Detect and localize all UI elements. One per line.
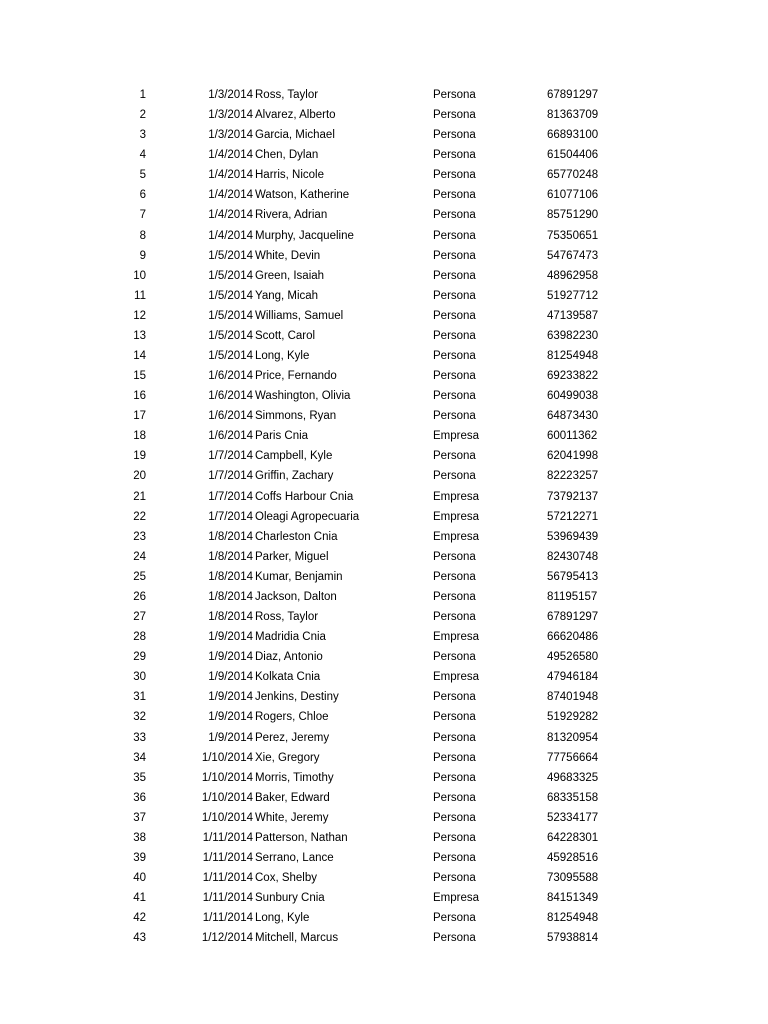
- id-cell: 68335158: [547, 791, 599, 804]
- table-row: [0, 808, 768, 828]
- name-cell: Kolkata Cnia: [255, 671, 321, 684]
- type-cell: Persona: [433, 229, 476, 242]
- type-cell: Persona: [433, 932, 476, 945]
- row-number-cell: 4: [139, 149, 146, 162]
- row-number-cell: 27: [133, 611, 146, 624]
- name-cell: Xie, Gregory: [255, 751, 320, 764]
- table-row: [0, 707, 768, 727]
- id-cell: 81195157: [547, 590, 598, 603]
- date-cell: 1/8/2014: [208, 550, 253, 563]
- id-cell: 82430748: [547, 550, 599, 563]
- name-cell: Sunbury Cnia: [255, 892, 325, 905]
- id-cell: 77756664: [547, 751, 599, 764]
- id-cell: 57212271: [547, 510, 599, 523]
- name-cell: Long, Kyle: [255, 350, 310, 363]
- type-cell: Persona: [433, 550, 476, 563]
- name-cell: Simmons, Ryan: [255, 410, 337, 423]
- table-row: [0, 928, 768, 948]
- row-number-cell: 34: [133, 751, 146, 764]
- date-cell: 1/6/2014: [208, 370, 253, 383]
- id-cell: 82223257: [547, 470, 599, 483]
- id-cell: 69233822: [547, 370, 599, 383]
- date-cell: 1/8/2014: [208, 530, 253, 543]
- date-cell: 1/5/2014: [208, 350, 253, 363]
- date-cell: 1/6/2014: [208, 430, 253, 443]
- row-number-cell: 2: [139, 109, 146, 122]
- name-cell: Serrano, Lance: [255, 851, 334, 864]
- row-number-cell: 7: [139, 209, 146, 222]
- name-cell: White, Jeremy: [255, 811, 329, 824]
- name-cell: Cox, Shelby: [255, 872, 318, 885]
- row-number-cell: 43: [133, 932, 146, 945]
- id-cell: 60499038: [547, 390, 599, 403]
- name-cell: Rivera, Adrian: [255, 209, 328, 222]
- id-cell: 63982230: [547, 329, 599, 342]
- type-cell: Empresa: [433, 490, 480, 503]
- name-cell: Green, Isaiah: [255, 269, 325, 282]
- date-cell: 1/11/2014: [202, 892, 253, 905]
- id-cell: 67891297: [547, 611, 599, 624]
- type-cell: Persona: [433, 651, 476, 664]
- row-number-cell: 29: [133, 651, 146, 664]
- name-cell: Alvarez, Alberto: [255, 109, 336, 122]
- type-cell: Empresa: [433, 631, 480, 644]
- type-cell: Persona: [433, 791, 476, 804]
- id-cell: 57938814: [547, 932, 599, 945]
- row-number-cell: 30: [133, 671, 146, 684]
- row-number-cell: 25: [133, 570, 146, 583]
- date-cell: 1/7/2014: [208, 510, 253, 523]
- table-row: [0, 165, 768, 185]
- id-cell: 81363709: [547, 109, 599, 122]
- table-row: [0, 547, 768, 567]
- id-cell: 45928516: [547, 851, 599, 864]
- name-cell: Patterson, Nathan: [255, 831, 348, 844]
- type-cell: Persona: [433, 570, 476, 583]
- row-number-cell: 41: [133, 892, 146, 905]
- type-cell: Persona: [433, 269, 476, 282]
- type-cell: Persona: [433, 189, 476, 202]
- date-cell: 1/4/2014: [208, 149, 253, 162]
- type-cell: Persona: [433, 149, 476, 162]
- id-cell: 51927712: [547, 289, 599, 302]
- table-row: [0, 788, 768, 808]
- type-cell: Persona: [433, 350, 476, 363]
- name-cell: Morris, Timothy: [255, 771, 334, 784]
- id-cell: 48962958: [547, 269, 599, 282]
- date-cell: 1/4/2014: [208, 229, 253, 242]
- date-cell: 1/4/2014: [208, 169, 253, 182]
- table-row: [0, 386, 768, 406]
- name-cell: Jackson, Dalton: [255, 590, 337, 603]
- id-cell: 84151349: [547, 892, 599, 905]
- type-cell: Empresa: [433, 892, 480, 905]
- id-cell: 75350651: [547, 229, 599, 242]
- table-row: [0, 105, 768, 125]
- data-table: [0, 85, 768, 948]
- id-cell: 53969439: [547, 530, 599, 543]
- table-row: [0, 868, 768, 888]
- table-row: [0, 748, 768, 768]
- table-row: [0, 567, 768, 587]
- table-row: [0, 246, 768, 266]
- type-cell: Persona: [433, 851, 476, 864]
- type-cell: Persona: [433, 390, 476, 403]
- type-cell: Persona: [433, 811, 476, 824]
- id-cell: 64873430: [547, 410, 599, 423]
- table-row: [0, 908, 768, 928]
- name-cell: White, Devin: [255, 249, 321, 262]
- name-cell: Chen, Dylan: [255, 149, 319, 162]
- date-cell: 1/5/2014: [208, 309, 253, 322]
- table-row: [0, 145, 768, 165]
- name-cell: Price, Fernando: [255, 370, 337, 383]
- name-cell: Griffin, Zachary: [255, 470, 334, 483]
- name-cell: Long, Kyle: [255, 912, 310, 925]
- table-row: [0, 466, 768, 486]
- table-row: [0, 607, 768, 627]
- name-cell: Yang, Micah: [255, 289, 319, 302]
- type-cell: Persona: [433, 450, 476, 463]
- name-cell: Oleagi Agropecuaria: [255, 510, 360, 523]
- name-cell: Garcia, Michael: [255, 129, 335, 142]
- name-cell: Williams, Samuel: [255, 309, 344, 322]
- row-number-cell: 31: [133, 691, 146, 704]
- row-number-cell: 28: [133, 631, 146, 644]
- row-number-cell: 21: [133, 490, 146, 503]
- date-cell: 1/6/2014: [208, 390, 253, 403]
- row-number-cell: 1: [139, 89, 146, 101]
- name-cell: Baker, Edward: [255, 791, 330, 804]
- row-number-cell: 37: [133, 811, 146, 824]
- date-cell: 1/8/2014: [208, 590, 253, 603]
- date-cell: 1/3/2014: [208, 109, 253, 122]
- id-cell: 60011362: [547, 430, 598, 443]
- table-row: [0, 205, 768, 225]
- name-cell: Jenkins, Destiny: [255, 691, 339, 704]
- date-cell: 1/6/2014: [208, 410, 253, 423]
- table-row: [0, 627, 768, 647]
- id-cell: 81254948: [547, 350, 599, 363]
- type-cell: Persona: [433, 410, 476, 423]
- type-cell: Empresa: [433, 510, 480, 523]
- id-cell: 62041998: [547, 450, 599, 463]
- type-cell: Persona: [433, 309, 476, 322]
- type-cell: Persona: [433, 751, 476, 764]
- id-cell: 66620486: [547, 631, 599, 644]
- row-number-cell: 38: [133, 831, 146, 844]
- date-cell: 1/11/2014: [202, 851, 253, 864]
- id-cell: 64228301: [547, 831, 599, 844]
- date-cell: 1/5/2014: [208, 329, 253, 342]
- table-row: [0, 266, 768, 286]
- row-number-cell: 19: [133, 450, 146, 463]
- row-number-cell: 40: [133, 872, 146, 885]
- row-number-cell: 15: [133, 370, 146, 383]
- type-cell: Empresa: [433, 530, 480, 543]
- date-cell: 1/10/2014: [201, 771, 253, 784]
- row-number-cell: 18: [133, 430, 146, 443]
- name-cell: Watson, Katherine: [255, 189, 350, 202]
- row-number-cell: 22: [133, 510, 146, 523]
- name-cell: Washington, Olivia: [255, 390, 351, 403]
- id-cell: 56795413: [547, 570, 599, 583]
- row-number-cell: 12: [133, 309, 146, 322]
- id-cell: 61077106: [547, 189, 599, 202]
- table-row: [0, 828, 768, 848]
- row-number-cell: 9: [139, 249, 146, 262]
- date-cell: 1/7/2014: [208, 490, 253, 503]
- id-cell: 47139587: [547, 309, 599, 322]
- id-cell: 67891297: [547, 89, 599, 101]
- id-cell: 49683325: [547, 771, 599, 784]
- table-row: [0, 667, 768, 687]
- name-cell: Harris, Nicole: [255, 169, 325, 182]
- row-number-cell: 10: [133, 269, 146, 282]
- type-cell: Persona: [433, 691, 476, 704]
- date-cell: 1/11/2014: [202, 912, 253, 925]
- table-row: [0, 888, 768, 908]
- type-cell: Persona: [433, 831, 476, 844]
- name-cell: Madridia Cnia: [255, 631, 326, 644]
- table-row: [0, 125, 768, 145]
- type-cell: Persona: [433, 711, 476, 724]
- table-row: [0, 426, 768, 446]
- date-cell: 1/9/2014: [208, 731, 253, 744]
- date-cell: 1/8/2014: [208, 611, 253, 624]
- id-cell: 73095588: [547, 872, 599, 885]
- table-row: [0, 768, 768, 788]
- row-number-cell: 16: [133, 390, 146, 403]
- type-cell: Persona: [433, 872, 476, 885]
- date-cell: 1/4/2014: [208, 189, 253, 202]
- date-cell: 1/5/2014: [208, 249, 253, 262]
- row-number-cell: 35: [133, 771, 146, 784]
- name-cell: Campbell, Kyle: [255, 450, 333, 463]
- table-row: [0, 406, 768, 426]
- table-row: [0, 226, 768, 246]
- date-cell: 1/9/2014: [208, 691, 253, 704]
- table-row: [0, 185, 768, 205]
- name-cell: Paris Cnia: [255, 430, 309, 443]
- id-cell: 87401948: [547, 691, 599, 704]
- type-cell: Persona: [433, 129, 476, 142]
- id-cell: 61504406: [547, 149, 599, 162]
- id-cell: 81254948: [547, 912, 599, 925]
- id-cell: 47946184: [547, 671, 599, 684]
- row-number-cell: 8: [139, 229, 146, 242]
- table-row: [0, 446, 768, 466]
- table-row: [0, 527, 768, 547]
- date-cell: 1/10/2014: [201, 811, 253, 824]
- row-number-cell: 36: [133, 791, 146, 804]
- type-cell: Persona: [433, 912, 476, 925]
- table-row: [0, 848, 768, 868]
- type-cell: Persona: [433, 611, 476, 624]
- row-number-cell: 32: [133, 711, 146, 724]
- date-cell: 1/9/2014: [208, 711, 253, 724]
- type-cell: Persona: [433, 329, 476, 342]
- table-row: [0, 487, 768, 507]
- name-cell: Kumar, Benjamin: [255, 570, 343, 583]
- date-cell: 1/9/2014: [208, 651, 253, 664]
- type-cell: Persona: [433, 470, 476, 483]
- row-number-cell: 6: [139, 189, 146, 202]
- row-number-cell: 17: [133, 410, 146, 423]
- id-cell: 54767473: [547, 249, 599, 262]
- name-cell: Parker, Miguel: [255, 550, 329, 563]
- row-number-cell: 20: [133, 470, 146, 483]
- table-row: [0, 346, 768, 366]
- row-number-cell: 5: [139, 169, 146, 182]
- type-cell: Persona: [433, 169, 476, 182]
- type-cell: Persona: [433, 109, 476, 122]
- table-row: [0, 306, 768, 326]
- row-number-cell: 14: [133, 350, 146, 363]
- name-cell: Coffs Harbour Cnia: [255, 490, 354, 503]
- table-row: [0, 587, 768, 607]
- id-cell: 49526580: [547, 651, 599, 664]
- id-cell: 81320954: [547, 731, 599, 744]
- name-cell: Diaz, Antonio: [255, 651, 323, 664]
- row-number-cell: 3: [139, 129, 146, 142]
- id-cell: 51929282: [547, 711, 599, 724]
- name-cell: Ross, Taylor: [255, 611, 319, 624]
- type-cell: Persona: [433, 590, 476, 603]
- table-row: [0, 366, 768, 386]
- date-cell: 1/12/2014: [201, 932, 253, 945]
- row-number-cell: 13: [133, 329, 146, 342]
- name-cell: Ross, Taylor: [255, 89, 319, 101]
- type-cell: Persona: [433, 771, 476, 784]
- date-cell: 1/10/2014: [201, 791, 253, 804]
- table-row: [0, 507, 768, 527]
- id-cell: 65770248: [547, 169, 599, 182]
- date-cell: 1/9/2014: [208, 671, 253, 684]
- type-cell: Empresa: [433, 430, 480, 443]
- date-cell: 1/7/2014: [208, 470, 253, 483]
- row-number-cell: 23: [133, 530, 146, 543]
- type-cell: Persona: [433, 370, 476, 383]
- table-row: [0, 687, 768, 707]
- table-row: [0, 85, 768, 105]
- name-cell: Scott, Carol: [255, 329, 316, 342]
- id-cell: 73792137: [547, 490, 599, 503]
- id-cell: 66893100: [547, 129, 599, 142]
- name-cell: Perez, Jeremy: [255, 731, 330, 744]
- row-number-cell: 39: [133, 851, 146, 864]
- id-cell: 85751290: [547, 209, 599, 222]
- date-cell: 1/11/2014: [202, 831, 253, 844]
- date-cell: 1/8/2014: [208, 570, 253, 583]
- row-number-cell: 33: [133, 731, 146, 744]
- date-cell: 1/3/2014: [208, 89, 253, 101]
- name-cell: Charleston Cnia: [255, 530, 338, 543]
- type-cell: Persona: [433, 209, 476, 222]
- date-cell: 1/7/2014: [208, 450, 253, 463]
- table-row: [0, 647, 768, 667]
- date-cell: 1/11/2014: [202, 872, 253, 885]
- type-cell: Persona: [433, 249, 476, 262]
- date-cell: 1/10/2014: [201, 751, 253, 764]
- type-cell: Persona: [433, 89, 476, 101]
- row-number-cell: 42: [133, 912, 146, 925]
- type-cell: Persona: [433, 731, 476, 744]
- date-cell: 1/4/2014: [208, 209, 253, 222]
- type-cell: Persona: [433, 289, 476, 302]
- table-row: [0, 286, 768, 306]
- name-cell: Murphy, Jacqueline: [255, 229, 354, 242]
- row-number-cell: 11: [134, 289, 146, 302]
- row-number-cell: 26: [133, 590, 146, 603]
- name-cell: Rogers, Chloe: [255, 711, 329, 724]
- table-row: [0, 728, 768, 748]
- date-cell: 1/5/2014: [208, 269, 253, 282]
- date-cell: 1/9/2014: [208, 631, 253, 644]
- name-cell: Mitchell, Marcus: [255, 932, 339, 945]
- row-number-cell: 24: [133, 550, 146, 563]
- date-cell: 1/5/2014: [208, 289, 253, 302]
- date-cell: 1/3/2014: [208, 129, 253, 142]
- id-cell: 52334177: [547, 811, 599, 824]
- table-row: [0, 326, 768, 346]
- type-cell: Empresa: [433, 671, 480, 684]
